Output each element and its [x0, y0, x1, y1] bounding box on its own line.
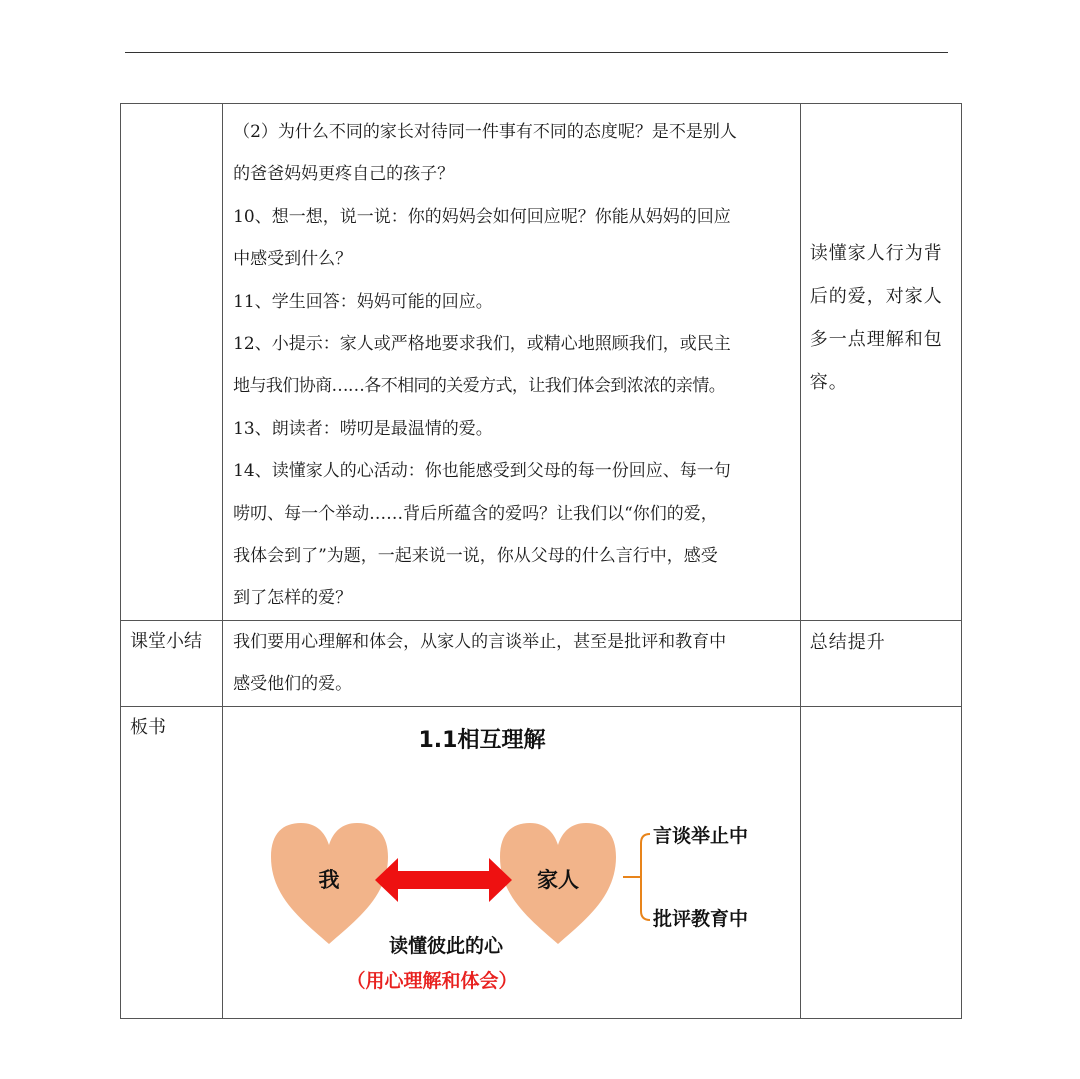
stage-cell: 课堂小结 — [121, 620, 223, 706]
intent-line: 多一点理解和包 — [809, 329, 943, 350]
activity-line: 11、学生回答：妈妈可能的回应。 — [233, 291, 493, 312]
activity-line: 12、小提示：家人或严格地要求我们，或精心地照顾我们，或民主 — [233, 334, 731, 355]
activity-line: 13、朗读者：唠叨是最温情的爱。 — [233, 418, 493, 439]
intent-line: 容。 — [809, 372, 848, 393]
activity-line: （2）为什么不同的家长对待同一件事有不同的态度呢？是不是别人 — [233, 122, 737, 142]
intent-line: 后的爱，对家人 — [809, 286, 943, 307]
summary-line: 我们要用心理解和体会，从家人的言谈举止，甚至是批评和教育中 — [233, 631, 727, 652]
board-title: 1.1相互理解 — [418, 727, 546, 753]
intent-cell — [800, 706, 961, 1018]
activity-line: 10、想一想，说一说：你的妈妈会如何回应呢？你能从妈妈的回应 — [233, 206, 731, 227]
board-caption: 读懂彼此的心 — [389, 934, 504, 957]
blackboard-diagram — [223, 707, 800, 1018]
activity-cell — [223, 104, 801, 621]
activity-line: 地与我们协商……各不相同的关爱方式，让我们体会到浓浓的亲情。 — [233, 376, 726, 397]
blackboard-svg — [223, 707, 800, 1018]
brace-icon — [623, 834, 650, 920]
activity-line: 唠叨、每一个举动……背后所蕴含的爱吗？让我们以“你们的爱， — [233, 503, 718, 524]
branch-top-label: 言谈举止中 — [653, 824, 749, 847]
stage-cell — [121, 104, 223, 621]
summary-line: 感受他们的爱。 — [233, 674, 353, 695]
activity-line: 我体会到了”为题，一起来说一说，你从父母的什么言行中，感受 — [233, 546, 718, 567]
activity-line: 的爸爸妈妈更疼自己的孩子？ — [233, 164, 455, 185]
activity-line: 到了怎样的爱？ — [233, 588, 353, 609]
heart-left-label: 我 — [318, 866, 340, 892]
stage-cell: 板书 — [121, 706, 223, 1018]
table-row — [121, 706, 962, 1018]
heart-right-label: 家人 — [537, 866, 580, 892]
header-rule — [125, 52, 948, 53]
activity-line: 中感受到什么？ — [233, 249, 353, 270]
board-cell — [223, 706, 801, 1018]
activity-line: 14、读懂家人的心活动：你也能感受到父母的每一份回应、每一句 — [233, 461, 731, 482]
intent-cell — [800, 104, 961, 621]
double-arrow-icon — [375, 858, 512, 902]
table-row — [121, 620, 962, 706]
branch-bottom-label: 批评教育中 — [653, 907, 749, 930]
lesson-table — [120, 103, 962, 1019]
board-sub-caption: （用心理解和体会） — [346, 969, 518, 992]
intent-line: 读懂家人行为背 — [809, 243, 943, 264]
summary-cell — [223, 620, 801, 706]
table-row — [121, 104, 962, 621]
intent-cell: 总结提升 — [800, 620, 961, 706]
